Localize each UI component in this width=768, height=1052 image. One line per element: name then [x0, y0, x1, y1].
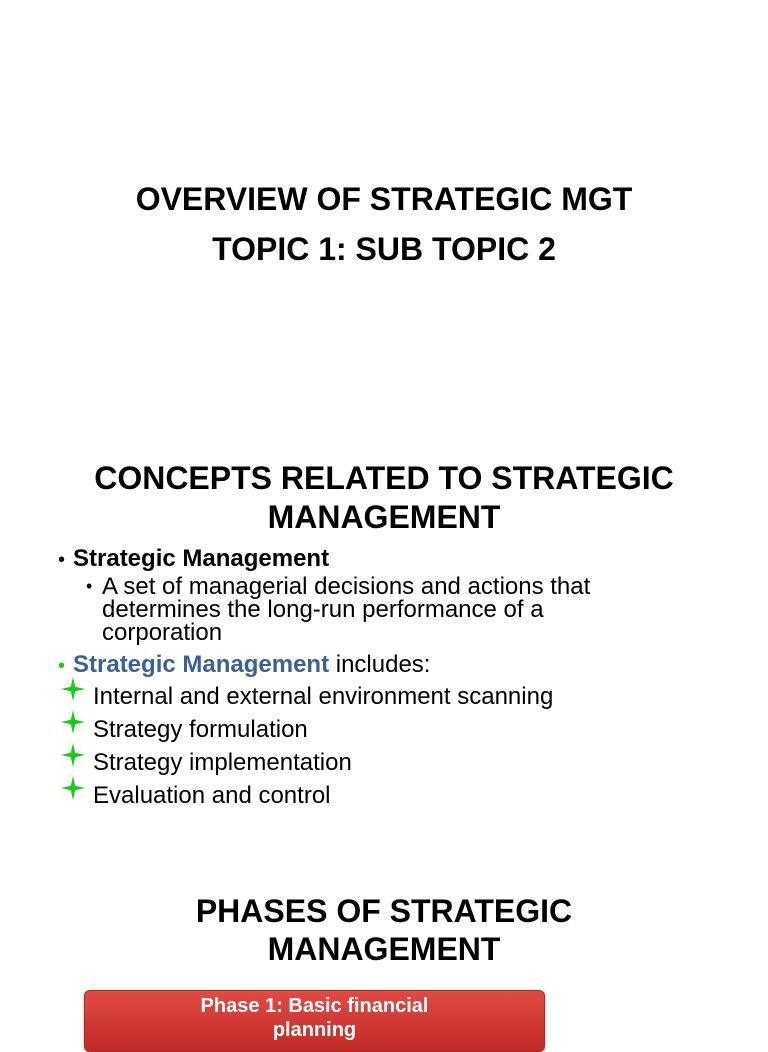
concepts-heading-line1: CONCEPTS RELATED TO STRATEGIC [94, 460, 674, 496]
list-item-label: Strategy implementation [93, 749, 352, 776]
bullet-dot-green: • [58, 655, 66, 677]
phases-heading-line1: PHASES OF STRATEGIC [195, 893, 573, 929]
phase1-box [84, 990, 545, 1052]
definition-line3: corporation [102, 619, 223, 646]
phase1-label-line2: planning [272, 1019, 357, 1041]
four-point-star-icon [60, 775, 86, 801]
concepts-heading-line2: MANAGEMENT [267, 499, 501, 535]
four-point-star-icon [60, 676, 86, 702]
phase1-label: Phase 1: Basic financial [200, 995, 429, 1017]
bullet-includes-text: includes: [329, 651, 431, 678]
definition-line1: A set of managerial decisions and actions that [102, 573, 591, 600]
slide-title: OVERVIEW OF STRATEGIC MGT [135, 181, 633, 217]
list-item-label: Evaluation and control [93, 782, 331, 809]
list-item-label: Strategy formulation [93, 716, 308, 743]
four-point-star-icon [60, 709, 86, 735]
bullet-strategic-management [58, 545, 718, 574]
bullet-includes [58, 651, 718, 680]
phases-heading-line2: MANAGEMENT [267, 931, 501, 967]
slide-subtitle: TOPIC 1: SUB TOPIC 2 [212, 231, 556, 267]
sub-bullet-definition [86, 575, 708, 644]
four-point-star-icon [60, 742, 86, 768]
bullet-highlight: Strategic Management [73, 651, 330, 678]
list-item-label: Internal and external environment scanning [93, 683, 554, 710]
bullet-dot: • [58, 549, 66, 571]
sub-bullet-dot: • [86, 576, 93, 596]
bullet-label: Strategic Management [73, 545, 330, 572]
definition-line2: determines the long-run performance of a [102, 596, 544, 623]
